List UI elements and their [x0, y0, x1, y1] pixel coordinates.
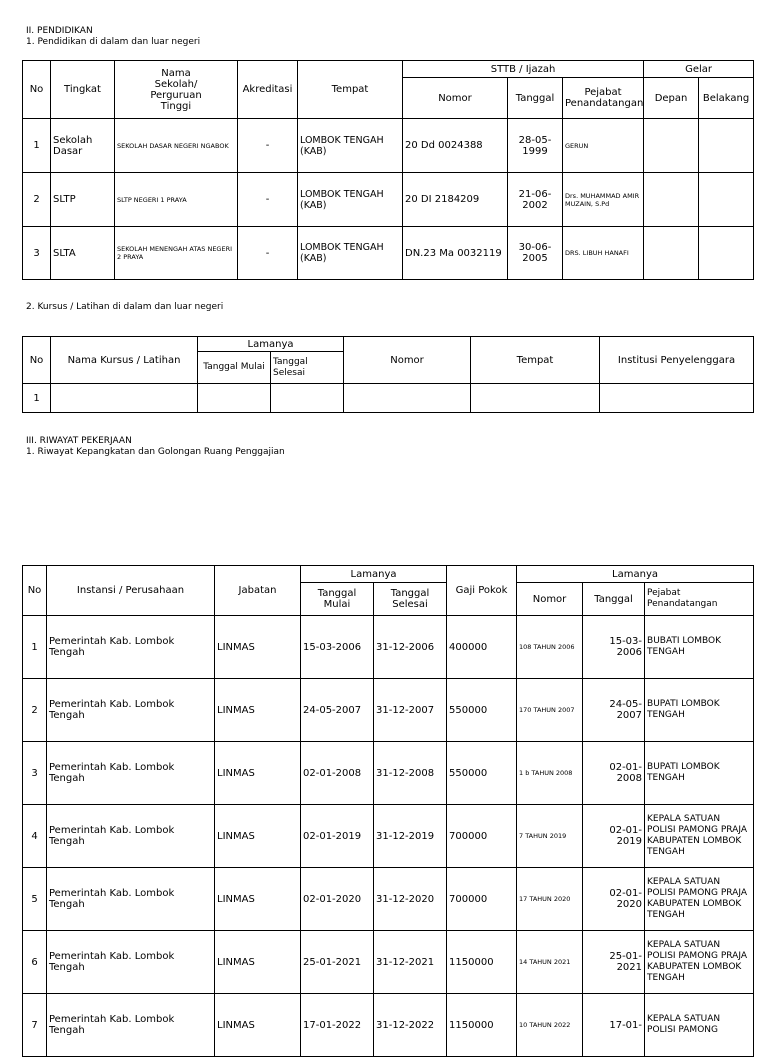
col-header-tanggal-mulai: Tanggal Mulai: [198, 352, 271, 384]
cell-tanggal-selesai: 31-12-2019: [374, 805, 447, 868]
col-header-no: No: [23, 566, 47, 616]
cell-belakang: [699, 227, 754, 280]
cell-tanggal-selesai: 31-12-2008: [374, 742, 447, 805]
cell-nomor: 20 DI 2184209: [403, 173, 508, 227]
cell-tanggal: 30-06-2005: [508, 227, 563, 280]
cell-tempat: LOMBOK TENGAH (KAB): [298, 119, 403, 173]
col-header-pejabat: Pejabat Penandatangan: [645, 583, 754, 616]
cell-no: 1: [23, 119, 51, 173]
cell-jabatan: LINMAS: [215, 742, 301, 805]
col-header-tanggal: Tanggal: [508, 78, 563, 119]
col-header-gelar: Gelar: [644, 61, 754, 78]
cell-nomor: 20 Dd 0024388: [403, 119, 508, 173]
cell-tingkat: SLTP: [51, 173, 115, 227]
cell-tempat: LOMBOK TENGAH (KAB): [298, 173, 403, 227]
cell-jabatan: LINMAS: [215, 679, 301, 742]
cell-tanggal: 02-01-2008: [583, 742, 645, 805]
cell-tanggal-selesai: [271, 384, 344, 413]
cell-instansi: Pemerintah Kab. Lombok Tengah: [47, 805, 215, 868]
cell-no: 2: [23, 679, 47, 742]
cell-instansi: Pemerintah Kab. Lombok Tengah: [47, 994, 215, 1057]
table-row: [23, 742, 754, 805]
cell-no: 1: [23, 616, 47, 679]
cell-tanggal-selesai: 31-12-2007: [374, 679, 447, 742]
section-heading: [26, 26, 200, 48]
cell-gaji-pokok: 400000: [447, 616, 517, 679]
col-header-tanggal-selesai: Tanggal Selesai: [271, 352, 344, 384]
cell-no: 4: [23, 805, 47, 868]
cell-nama-sekolah: SLTP NEGERI 1 PRAYA: [115, 173, 238, 227]
cell-gaji-pokok: 700000: [447, 868, 517, 931]
cell-depan: [644, 119, 699, 173]
cell-nomor: 14 TAHUN 2021: [517, 931, 583, 994]
col-header-nomor: Nomor: [517, 583, 583, 616]
cell-tanggal-selesai: 31-12-2021: [374, 931, 447, 994]
col-header-belakang: Belakang: [699, 78, 754, 119]
cell-tanggal-mulai: 17-01-2022: [301, 994, 374, 1057]
cell-no: 3: [23, 742, 47, 805]
cell-depan: [644, 173, 699, 227]
cell-tanggal: 17-01-: [583, 994, 645, 1057]
cell-nomor: 10 TAHUN 2022: [517, 994, 583, 1057]
cell-gaji-pokok: 1150000: [447, 931, 517, 994]
cell-jabatan: LINMAS: [215, 805, 301, 868]
col-header-lamanya-sk: Lamanya: [517, 566, 754, 583]
cell-pejabat: KEPALA SATUAN POLISI PAMONG: [645, 994, 754, 1057]
cell-pejabat: KEPALA SATUAN POLISI PAMONG PRAJA KABUPATEN LOMBOK TENGAH: [645, 868, 754, 931]
jobs-table: [22, 565, 754, 1057]
section-heading: [26, 436, 285, 458]
table-row: [23, 616, 754, 679]
cell-nomor: [344, 384, 471, 413]
section-title: II. PENDIDIKAN: [26, 26, 93, 36]
cell-tanggal: 21-06-2002: [508, 173, 563, 227]
table-row: [23, 119, 754, 173]
col-header-lamanya: Lamanya: [301, 566, 447, 583]
cell-instansi: Pemerintah Kab. Lombok Tengah: [47, 931, 215, 994]
col-header-jabatan: Jabatan: [215, 566, 301, 616]
col-header-nama-kursus: Nama Kursus / Latihan: [51, 337, 198, 384]
cell-akreditasi: -: [238, 227, 298, 280]
table-row: [23, 994, 754, 1057]
col-header-akreditasi: Akreditasi: [238, 61, 298, 119]
col-header-nomor: Nomor: [403, 78, 508, 119]
cell-nama-sekolah: SEKOLAH MENENGAH ATAS NEGERI 2 PRAYA: [115, 227, 238, 280]
col-header-tempat: Tempat: [298, 61, 403, 119]
col-header-tanggal: Tanggal: [583, 583, 645, 616]
cell-nomor: 170 TAHUN 2007: [517, 679, 583, 742]
cell-nomor: 1 b TAHUN 2008: [517, 742, 583, 805]
cell-no: 2: [23, 173, 51, 227]
col-header-lamanya: Lamanya: [198, 337, 344, 352]
cell-tanggal-selesai: 31-12-2022: [374, 994, 447, 1057]
cell-nama-kursus: [51, 384, 198, 413]
cell-pejabat: KEPALA SATUAN POLISI PAMONG PRAJA KABUPATEN LOMBOK TENGAH: [645, 931, 754, 994]
cell-tanggal-mulai: 02-01-2020: [301, 868, 374, 931]
table-row: [23, 227, 754, 280]
cell-tanggal: 15-03-2006: [583, 616, 645, 679]
cell-nomor: 7 TAHUN 2019: [517, 805, 583, 868]
cell-tanggal-mulai: 25-01-2021: [301, 931, 374, 994]
table-row: [23, 679, 754, 742]
col-header-pejabat: Pejabat Penandatangan: [563, 78, 644, 119]
cell-jabatan: LINMAS: [215, 931, 301, 994]
cell-jabatan: LINMAS: [215, 994, 301, 1057]
cell-belakang: [699, 173, 754, 227]
cell-instansi: Pemerintah Kab. Lombok Tengah: [47, 616, 215, 679]
col-header-sttb: STTB / Ijazah: [403, 61, 644, 78]
cell-tingkat: Sekolah Dasar: [51, 119, 115, 173]
cell-tempat: LOMBOK TENGAH (KAB): [298, 227, 403, 280]
cell-no: 7: [23, 994, 47, 1057]
cell-pejabat: BUBATI LOMBOK TENGAH: [645, 616, 754, 679]
col-header-gaji-pokok: Gaji Pokok: [447, 566, 517, 616]
cell-nomor: 108 TAHUN 2006: [517, 616, 583, 679]
education-table: [22, 60, 754, 280]
subsection-title: 1. Pendidikan di dalam dan luar negeri: [26, 37, 201, 47]
cell-tanggal: 02-01-2020: [583, 868, 645, 931]
table-row: [23, 384, 754, 413]
col-header-institusi: Institusi Penyelenggara: [600, 337, 754, 384]
cell-nama-sekolah: SEKOLAH DASAR NEGERI NGABOK: [115, 119, 238, 173]
cell-tanggal-selesai: 31-12-2020: [374, 868, 447, 931]
cell-no: 1: [23, 384, 51, 413]
cell-institusi: [600, 384, 754, 413]
cell-pejabat: BUPATI LOMBOK TENGAH: [645, 679, 754, 742]
cell-tanggal-mulai: 02-01-2008: [301, 742, 374, 805]
cell-tanggal-mulai: [198, 384, 271, 413]
cell-instansi: Pemerintah Kab. Lombok Tengah: [47, 742, 215, 805]
cell-tanggal: 28-05-1999: [508, 119, 563, 173]
col-header-depan: Depan: [644, 78, 699, 119]
cell-gaji-pokok: 1150000: [447, 994, 517, 1057]
cell-tanggal-mulai: 15-03-2006: [301, 616, 374, 679]
cell-tanggal: 25-01-2021: [583, 931, 645, 994]
cell-tanggal: 02-01-2019: [583, 805, 645, 868]
cell-jabatan: LINMAS: [215, 868, 301, 931]
cell-pejabat: GERUN: [563, 119, 644, 173]
cell-tanggal-mulai: 24-05-2007: [301, 679, 374, 742]
cell-tempat: [471, 384, 600, 413]
table-row: [23, 805, 754, 868]
cell-pejabat: BUPATI LOMBOK TENGAH: [645, 742, 754, 805]
cell-tingkat: SLTA: [51, 227, 115, 280]
subsection-title: 1. Riwayat Kepangkatan dan Golongan Ruang Penggajian: [26, 447, 285, 457]
cell-tanggal-mulai: 02-01-2019: [301, 805, 374, 868]
col-header-no: No: [23, 61, 51, 119]
subsection-title: 2. Kursus / Latihan di dalam dan luar negeri: [26, 302, 224, 312]
cell-no: 5: [23, 868, 47, 931]
section-title: III. RIWAYAT PEKERJAAN: [26, 436, 132, 446]
col-header-no: No: [23, 337, 51, 384]
cell-gaji-pokok: 550000: [447, 679, 517, 742]
table-row: [23, 173, 754, 227]
table-row: [23, 868, 754, 931]
cell-depan: [644, 227, 699, 280]
cell-belakang: [699, 119, 754, 173]
cell-pejabat: DRS. LIBUH HANAFI: [563, 227, 644, 280]
cell-gaji-pokok: 550000: [447, 742, 517, 805]
cell-tanggal-selesai: 31-12-2006: [374, 616, 447, 679]
cell-nomor: 17 TAHUN 2020: [517, 868, 583, 931]
cell-instansi: Pemerintah Kab. Lombok Tengah: [47, 679, 215, 742]
cell-pejabat: Drs. MUHAMMAD AMIR MUZAIN, S.Pd: [563, 173, 644, 227]
col-header-nama-sekolah: [115, 61, 238, 119]
cell-tanggal: 24-05-2007: [583, 679, 645, 742]
col-header-tanggal-mulai: Tanggal Mulai: [301, 583, 374, 616]
col-header-tempat: Tempat: [471, 337, 600, 384]
cell-jabatan: LINMAS: [215, 616, 301, 679]
cell-nomor: DN.23 Ma 0032119: [403, 227, 508, 280]
col-header-tingkat: Tingkat: [51, 61, 115, 119]
table-row: [23, 931, 754, 994]
courses-table: [22, 336, 754, 413]
col-header-nama-sekolah-text: Nama Sekolah/ Perguruan Tinggi: [150, 67, 202, 112]
col-header-tanggal-selesai: Tanggal Selesai: [374, 583, 447, 616]
cell-akreditasi: -: [238, 119, 298, 173]
cell-instansi: Pemerintah Kab. Lombok Tengah: [47, 868, 215, 931]
col-header-nomor: Nomor: [344, 337, 471, 384]
cell-no: 6: [23, 931, 47, 994]
cell-pejabat: KEPALA SATUAN POLISI PAMONG PRAJA KABUPATEN LOMBOK TENGAH: [645, 805, 754, 868]
cell-no: 3: [23, 227, 51, 280]
cell-gaji-pokok: 700000: [447, 805, 517, 868]
col-header-instansi: Instansi / Perusahaan: [47, 566, 215, 616]
cell-akreditasi: -: [238, 173, 298, 227]
